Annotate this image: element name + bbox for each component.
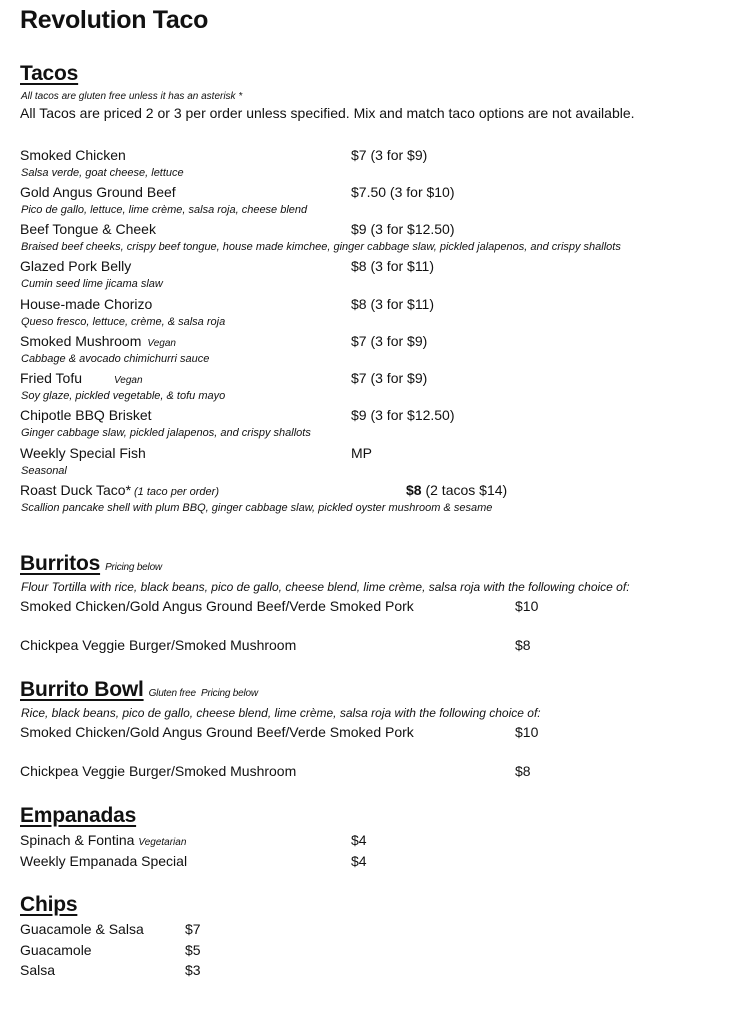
bowl-option-price: $10 bbox=[515, 724, 539, 740]
item-name: Glazed Pork Belly bbox=[20, 258, 132, 274]
item-price-bold: $8 bbox=[406, 482, 422, 498]
item-name: Roast Duck Taco* bbox=[20, 482, 132, 498]
chips-item-price: $3 bbox=[185, 962, 201, 978]
item-price bbox=[406, 482, 507, 498]
item-description: Cumin seed lime jicama slaw bbox=[21, 278, 163, 290]
menu-item bbox=[20, 184, 176, 200]
item-name: Beef Tongue & Cheek bbox=[20, 221, 156, 237]
menu-item bbox=[20, 296, 152, 312]
bowl-option-price: $8 bbox=[515, 763, 531, 779]
tacos-pricing-note: All Tacos are priced 2 or 3 per order unless specified. Mix and match taco options are not available. bbox=[20, 105, 635, 121]
bowl-option-name: Smoked Chicken/Gold Angus Ground Beef/Verde Smoked Pork bbox=[20, 724, 414, 740]
chips-item-name: Guacamole & Salsa bbox=[20, 921, 144, 937]
diet-tag: Vegan bbox=[114, 375, 143, 386]
chips-heading: Chips bbox=[20, 893, 78, 916]
item-name: House-made Chorizo bbox=[20, 296, 153, 312]
burrito-bowl-description: Rice, black beans, pico de gallo, cheese blend, lime crème, salsa roja with the following choice of: bbox=[21, 706, 541, 720]
burrito-bowl-heading-text: Burrito Bowl bbox=[20, 678, 144, 701]
chips-item-price: $7 bbox=[185, 921, 201, 937]
burrito-option-price: $8 bbox=[515, 637, 531, 653]
empanadas-heading: Empanadas bbox=[20, 804, 137, 827]
item-price: $7 (3 for $9) bbox=[351, 147, 428, 163]
item-name: Smoked Mushroom bbox=[20, 333, 142, 349]
chips-item-name: Guacamole bbox=[20, 942, 92, 958]
menu-item bbox=[20, 221, 156, 237]
item-price: $9 (3 for $12.50) bbox=[351, 407, 455, 423]
burrito-option-name: Smoked Chicken/Gold Angus Ground Beef/Verde Smoked Pork bbox=[20, 598, 414, 614]
menu-item bbox=[20, 407, 152, 423]
item-name: Gold Angus Ground Beef bbox=[20, 184, 176, 200]
diet-tag: Vegetarian bbox=[138, 837, 187, 848]
order-note: (1 taco per order) bbox=[134, 486, 219, 498]
menu-item bbox=[20, 147, 126, 163]
chips-item-price: $5 bbox=[185, 942, 201, 958]
item-description: Pico de gallo, lettuce, lime crème, salsa roja, cheese blend bbox=[21, 204, 308, 216]
item-name: Weekly Special Fish bbox=[20, 445, 146, 461]
item-description: Braised beef cheeks, crispy beef tongue, house made kimchee, ginger cabbage slaw, pickled jalapenos, and crispy shallots bbox=[21, 241, 621, 253]
item-price-detail: (2 tacos $14) bbox=[425, 482, 508, 498]
burritos-heading-text: Burritos bbox=[20, 552, 101, 575]
item-price: $7 (3 for $9) bbox=[351, 333, 428, 349]
menu-item bbox=[20, 445, 146, 461]
chips-item-name: Salsa bbox=[20, 962, 56, 978]
menu-item bbox=[20, 832, 186, 848]
diet-tag: Vegan bbox=[147, 338, 176, 349]
item-price: $4 bbox=[351, 853, 367, 869]
item-description: Salsa verde, goat cheese, lettuce bbox=[21, 167, 184, 179]
item-price: $4 bbox=[351, 832, 367, 848]
menu-item bbox=[20, 333, 176, 349]
menu-item bbox=[20, 853, 187, 869]
item-name: Fried Tofu bbox=[20, 370, 82, 386]
item-description: Soy glaze, pickled vegetable, & tofu mayo bbox=[21, 390, 226, 402]
item-price: $8 (3 for $11) bbox=[351, 258, 435, 274]
burrito-bowl-heading bbox=[20, 678, 258, 702]
tacos-heading: Tacos bbox=[20, 62, 79, 85]
item-price: $7 (3 for $9) bbox=[351, 370, 428, 386]
item-description: Cabbage & avocado chimichurri sauce bbox=[21, 353, 210, 365]
item-description: Ginger cabbage slaw, pickled jalapenos, and crispy shallots bbox=[21, 427, 311, 439]
item-description: Scallion pancake shell with plum BBQ, ginger cabbage slaw, pickled oyster mushroom & sesame bbox=[21, 502, 493, 514]
item-price: $8 (3 for $11) bbox=[351, 296, 435, 312]
menu-item bbox=[20, 370, 143, 386]
item-price: $7.50 (3 for $10) bbox=[351, 184, 455, 200]
page-title: Revolution Taco bbox=[20, 6, 209, 34]
item-description: Seasonal bbox=[21, 465, 67, 477]
item-price: MP bbox=[351, 445, 372, 461]
burritos-description: Flour Tortilla with rice, black beans, pico de gallo, cheese blend, lime crème, salsa roja with the following choice of: bbox=[21, 580, 630, 594]
item-name: Chipotle BBQ Brisket bbox=[20, 407, 152, 423]
heading-note: Pricing below bbox=[105, 562, 162, 573]
burritos-heading bbox=[20, 552, 162, 576]
menu-item bbox=[20, 258, 131, 274]
item-name: Weekly Empanada Special bbox=[20, 853, 188, 869]
item-price: $9 (3 for $12.50) bbox=[351, 221, 455, 237]
item-description: Queso fresco, lettuce, crème, & salsa roja bbox=[21, 316, 226, 328]
item-name: Spinach & Fontina bbox=[20, 832, 135, 848]
item-name: Smoked Chicken bbox=[20, 147, 126, 163]
heading-note: Gluten free Pricing below bbox=[148, 688, 258, 699]
burrito-option-name: Chickpea Veggie Burger/Smoked Mushroom bbox=[20, 637, 297, 653]
menu-item bbox=[20, 482, 219, 498]
tacos-gluten-note: All tacos are gluten free unless it has an asterisk * bbox=[21, 91, 243, 102]
bowl-option-name: Chickpea Veggie Burger/Smoked Mushroom bbox=[20, 763, 297, 779]
burrito-option-price: $10 bbox=[515, 598, 539, 614]
